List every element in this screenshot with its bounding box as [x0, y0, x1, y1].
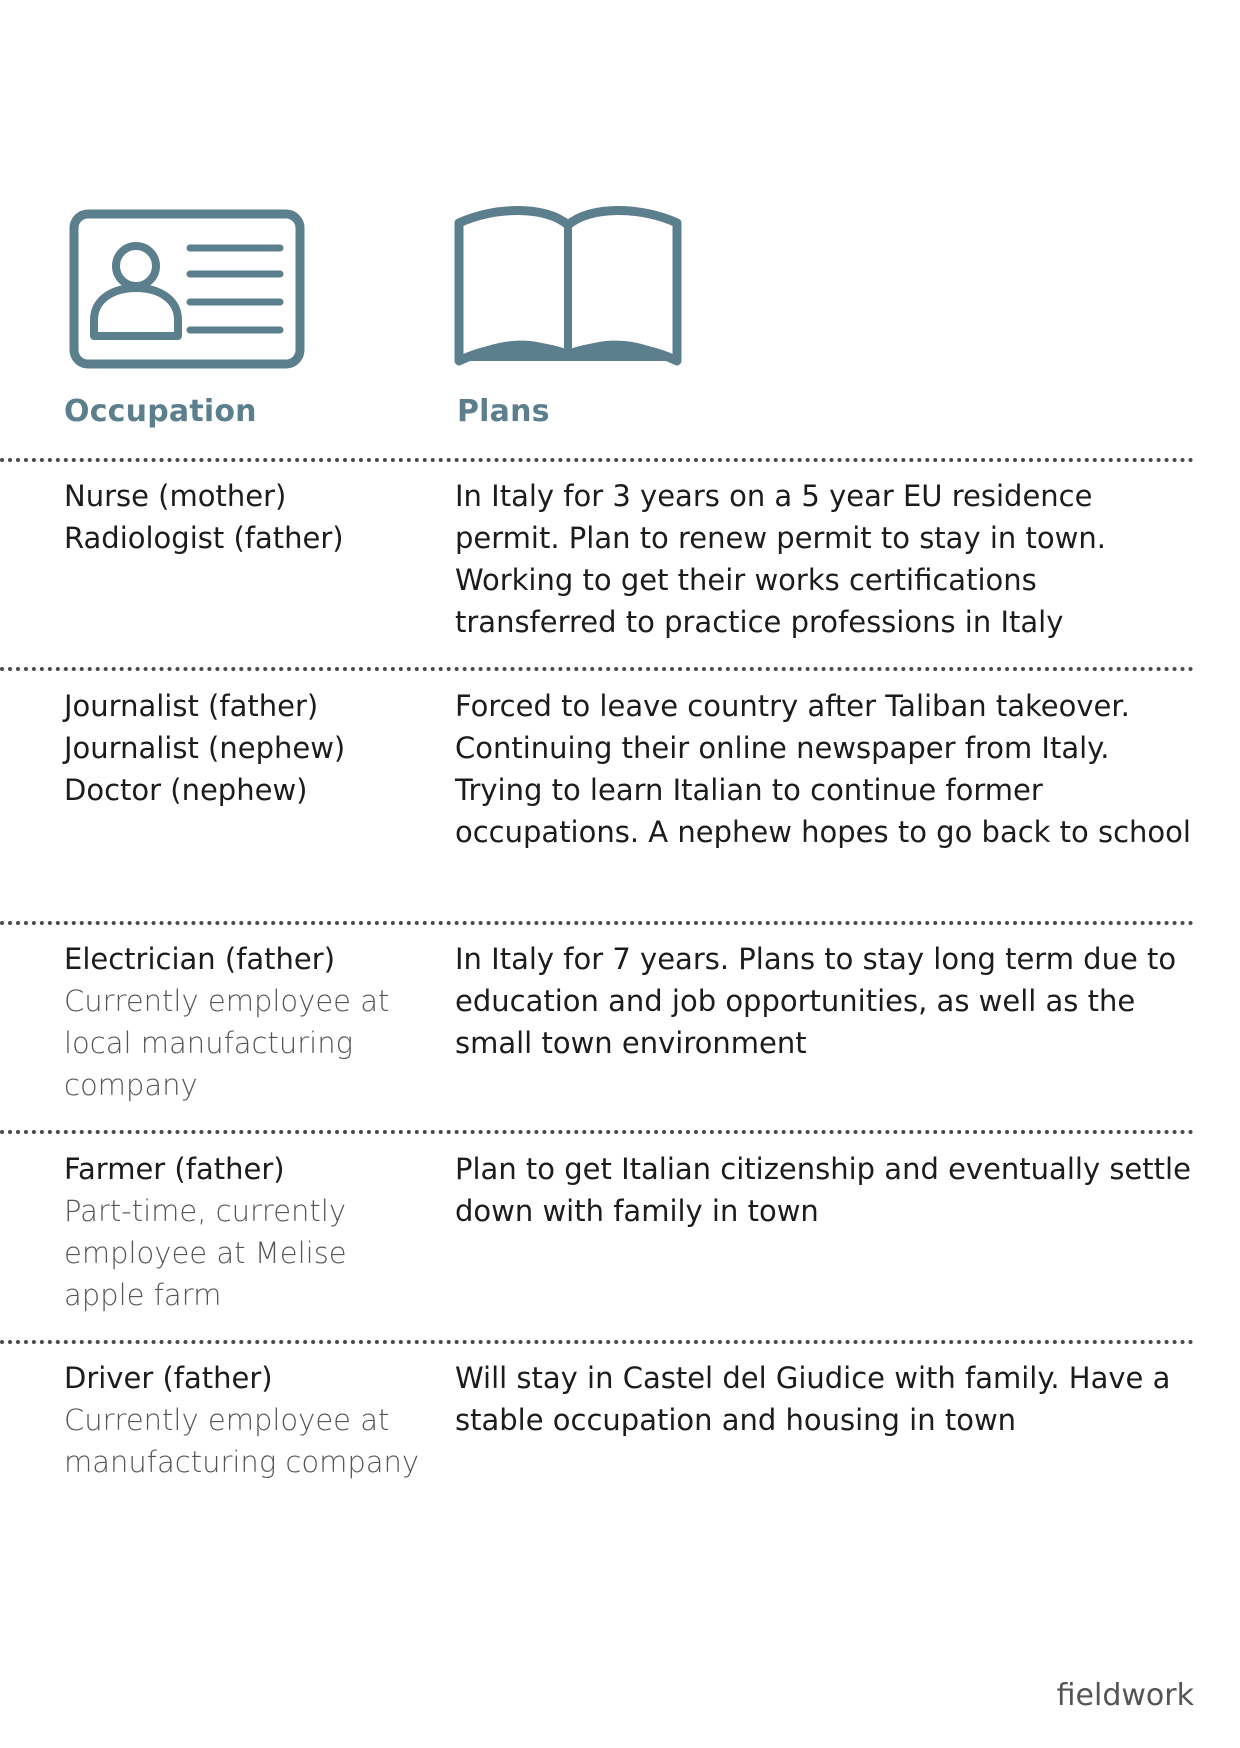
- plans-cell: In Italy for 3 years on a 5 year EU residence permit. Plan to renew permit to stay in town. Working to get their works certifications transferred to practice professions in Italy: [455, 479, 1106, 639]
- footer-label: fieldwork: [1056, 1678, 1194, 1713]
- open-book-icon: [453, 203, 683, 369]
- occupation-cell: [64, 1148, 364, 1316]
- occupation-heading: Occupation: [64, 394, 257, 429]
- occupation-note: Part-time, currently employee at Melise apple farm: [64, 1194, 347, 1312]
- row-divider: [0, 921, 1194, 925]
- occupation-cell: [64, 475, 434, 559]
- row-divider: [0, 667, 1194, 671]
- plans-cell: In Italy for 7 years. Plans to stay long term due to education and job opportunities, as well as the small town environment: [455, 942, 1177, 1060]
- plans-cell: Forced to leave country after Taliban takeover. Continuing their online newspaper from Italy. Trying to learn Italian to continue former occupations. A nephew hopes to go back to school: [455, 689, 1191, 849]
- occupation-role: Journalist (father): [64, 689, 319, 723]
- occupation-role: Journalist (nephew): [64, 731, 346, 765]
- occupation-role: Nurse (mother): [64, 479, 287, 513]
- plans-heading: Plans: [457, 394, 550, 429]
- occupation-role: Electrician (father): [64, 942, 336, 976]
- occupation-cell: [64, 938, 434, 1106]
- occupation-role: Farmer (father): [64, 1152, 285, 1186]
- occupation-role: Driver (father): [64, 1361, 273, 1395]
- occupation-note: Currently employee at local manufacturing company: [64, 984, 390, 1102]
- id-card-icon: [68, 208, 306, 370]
- occupation-note: Currently employee at manufacturing company: [64, 1403, 420, 1479]
- row-divider: [0, 1130, 1194, 1134]
- occupation-cell: [64, 1357, 434, 1483]
- occupation-cell: [64, 685, 434, 811]
- occupation-role: Doctor (nephew): [64, 773, 308, 807]
- plans-cell: Plan to get Italian citizenship and eventually settle down with family in town: [455, 1152, 1191, 1228]
- occupation-role: Radiologist (father): [64, 521, 344, 555]
- row-divider: [0, 1340, 1194, 1344]
- plans-cell: Will stay in Castel del Giudice with family. Have a stable occupation and housing in town: [455, 1361, 1171, 1437]
- row-divider: [0, 458, 1194, 462]
